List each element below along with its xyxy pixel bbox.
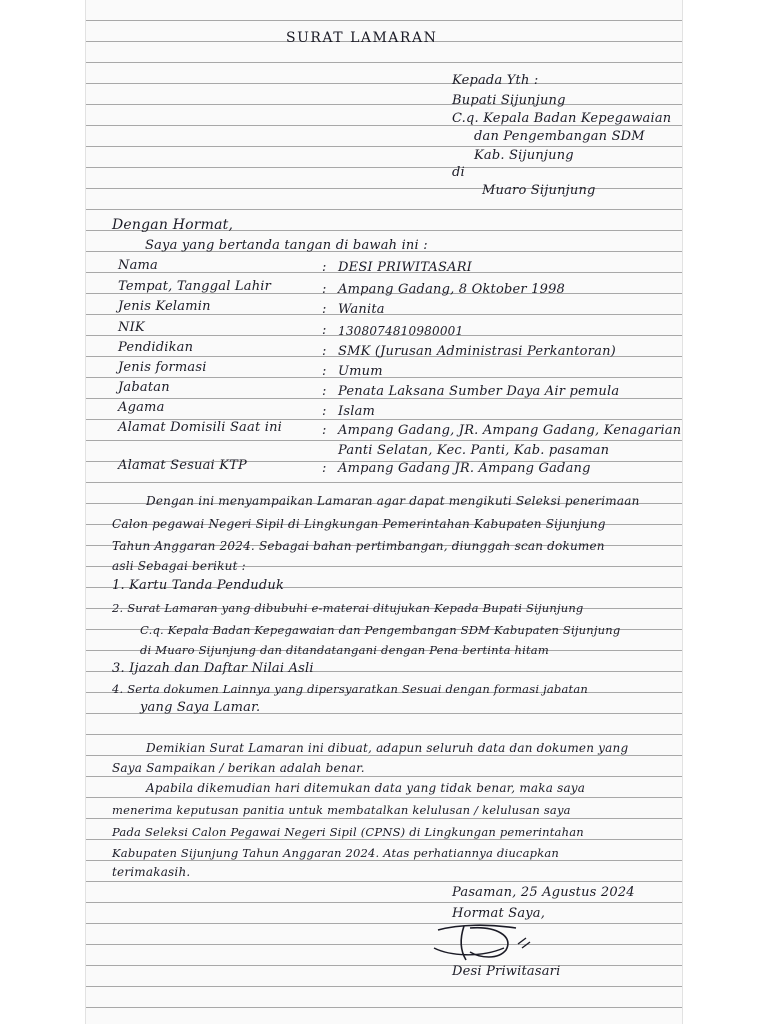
identity-value: Wanita: [338, 302, 385, 317]
identity-label: Jabatan: [118, 380, 170, 395]
identity-label: Jenis formasi: [118, 360, 207, 375]
signer-name: Desi Priwitasari: [452, 964, 561, 979]
identity-colon: :: [322, 423, 327, 438]
place-date: Pasaman, 25 Agustus 2024: [452, 885, 635, 900]
identity-value: 1308074810980001: [338, 324, 464, 338]
document-item: 2. Surat Lamaran yang dibubuhi e-materai ditujukan Kepada Bupati Sijunjung: [112, 601, 584, 615]
identity-value: Ampang Gadang, 8 Oktober 1998: [338, 282, 566, 297]
identity-value: SMK (Jurusan Administrasi Perkantoran): [338, 344, 616, 359]
identity-label: Pendidikan: [118, 340, 194, 355]
recipient-cq-line3: Kab. Sijunjung: [474, 148, 574, 163]
document-item-continued: di Muaro Sijunjung dan ditandatangani dengan Pena bertinta hitam: [140, 643, 549, 657]
paragraph-line: Apabila dikemudian hari ditemukan data yang tidak benar, maka saya: [146, 781, 586, 795]
document-item: 3. Ijazah dan Daftar Nilai Asli: [112, 661, 314, 676]
greeting: Dengan Hormat,: [112, 217, 234, 233]
identity-value-continued: Panti Selatan, Kec. Panti, Kab. pasaman: [338, 443, 610, 458]
identity-value: Ampang Gadang JR. Ampang Gadang: [338, 461, 591, 476]
paragraph-line: Demikian Surat Lamaran ini dibuat, adapun seluruh data dan dokumen yang: [146, 741, 629, 755]
paragraph-line: asli Sebagai berikut :: [112, 559, 246, 573]
document-item-continued: yang Saya Lamar.: [140, 700, 261, 715]
recipient-di: di: [452, 165, 465, 180]
paragraph-line: terimakasih.: [112, 865, 191, 879]
identity-value: DESI PRIWITASARI: [338, 260, 473, 275]
identity-colon: :: [322, 461, 327, 476]
identity-colon: :: [322, 260, 327, 275]
paragraph-line: Dengan ini menyampaikan Lamaran agar dapat mengikuti Seleksi penerimaan: [146, 494, 640, 508]
identity-colon: :: [322, 344, 327, 359]
identity-colon: :: [322, 323, 327, 338]
recipient-bupati: Bupati Sijunjung: [452, 93, 566, 108]
identity-value: Umum: [338, 364, 383, 379]
intro-line: Saya yang bertanda tangan di bawah ini :: [145, 238, 428, 253]
paragraph-line: Tahun Anggaran 2024. Sebagai bahan pertimbangan, diunggah scan dokumen: [112, 539, 605, 553]
identity-label: Agama: [118, 400, 165, 415]
recipient-kepada: Kepada Yth :: [452, 73, 539, 88]
identity-label: Nama: [118, 258, 159, 273]
handwritten-signature: [430, 918, 560, 964]
identity-colon: :: [322, 384, 327, 399]
recipient-cq-line2: dan Pengembangan SDM: [474, 129, 645, 144]
identity-colon: :: [322, 364, 327, 379]
identity-colon: :: [322, 404, 327, 419]
paragraph-line: Calon pegawai Negeri Sipil di Lingkungan Pemerintahan Kabupaten Sijunjung: [112, 517, 606, 531]
identity-label: Jenis Kelamin: [118, 299, 211, 314]
identity-colon: :: [322, 302, 327, 317]
identity-colon: :: [322, 282, 327, 297]
identity-label: Alamat Domisili Saat ini: [118, 420, 282, 435]
paragraph-line: Saya Sampaikan / berikan adalah benar.: [112, 761, 365, 775]
letter-title: SURAT LAMARAN: [286, 30, 438, 46]
document-item-continued: C.q. Kepala Badan Kepegawaian dan Pengembangan SDM Kabupaten Sijunjung: [140, 623, 621, 637]
identity-label: Tempat, Tanggal Lahir: [118, 279, 272, 294]
document-item: 4. Serta dokumen Lainnya yang dipersyaratkan Sesuai dengan formasi jabatan: [112, 682, 588, 696]
salutation: Hormat Saya,: [452, 906, 546, 921]
paragraph-line: Kabupaten Sijunjung Tahun Anggaran 2024. Atas perhatiannya diucapkan: [112, 846, 560, 860]
identity-value: Penata Laksana Sumber Daya Air pemula: [338, 384, 620, 399]
identity-value: Islam: [338, 404, 376, 419]
identity-label: NIK: [118, 320, 145, 335]
recipient-cq-line1: C.q. Kepala Badan Kepegawaian: [452, 111, 672, 126]
paragraph-line: menerima keputusan panitia untuk membatalkan kelulusan / kelulusan saya: [112, 803, 571, 817]
document-item: 1. Kartu Tanda Penduduk: [112, 578, 285, 593]
identity-label: Alamat Sesuai KTP: [118, 458, 247, 473]
paragraph-line: Pada Seleksi Calon Pegawai Negeri Sipil (CPNS) di Lingkungan pemerintahan: [112, 825, 584, 839]
recipient-place: Muaro Sijunjung: [482, 183, 596, 198]
identity-value: Ampang Gadang, JR. Ampang Gadang, Kenagarian: [338, 423, 682, 438]
